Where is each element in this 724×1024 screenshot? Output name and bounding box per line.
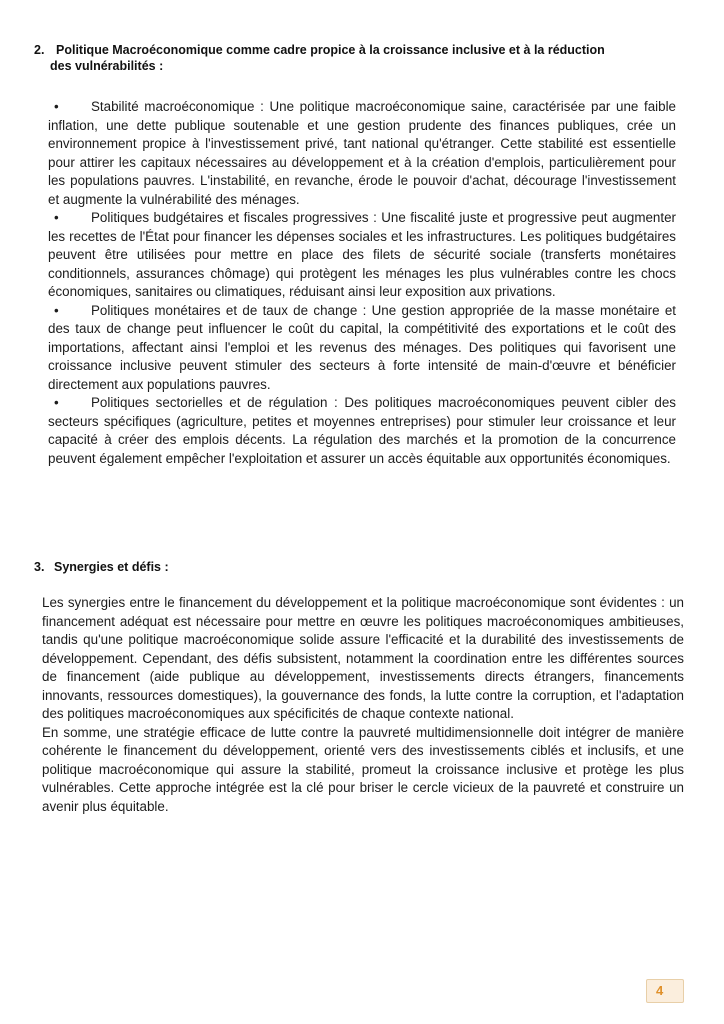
section-3-body <box>42 594 684 816</box>
section-2-heading <box>34 42 674 74</box>
bullet-item <box>48 394 676 468</box>
paragraph: Les synergies entre le financement du développement et la politique macroéconomique sont évidentes : un financement adéquat est nécessaire pour mettre en œuvre les politiques macroéconomiques ambitieuses, tandis qu'une politique macroéconomique solide assure l'efficacité et la durabilité des investissements de développement. Cependant, des défis subsistent, notamment la coordination entre les différentes sources de financement (aide publique au développement, investissements directs étrangers, financements innovants, ressources domestiques), la gouvernance des fonds, la lutte contre la corruption, et l'adaptation des politiques macroéconomiques aux spécificités de chaque contexte national. <box>42 595 684 721</box>
bullet-text: Politiques sectorielles et de régulation : Des politiques macroéconomiques peuvent cibler des secteurs spécifiques (agriculture, petites et moyennes entreprises) pour stimuler leur croissance et leur capacité à créer des emplois décents. La régulation des marchés et la promotion de la concurrence peuvent également empêcher l'exploitation et assurer un accès équitable aux opportunités économiques. <box>48 395 676 466</box>
page-number-badge: 4 <box>646 979 684 1003</box>
paragraph: En somme, une stratégie efficace de lutte contre la pauvreté multidimensionnelle doit intégrer de manière cohérente le financement du développement, orienté vers des investissements ciblés et inclusifs, et une politique macroéconomique qui assure la stabilité, promeut la croissance inclusive et protège les plus vulnérables. Cette approche intégrée est la clé pour briser le cercle vicieux de la pauvreté et construire un avenir plus équitable. <box>42 724 684 814</box>
section-3-heading <box>34 559 169 575</box>
bullet-text: Politiques budgétaires et fiscales progressives : Une fiscalité juste et progressive peut augmenter les recettes de l'État pour financer les dépenses sociales et les infrastructures. Les politiques budgétaires peuvent être utilisées pour mettre en place des filets de sécurité sociale (transferts monétaires conditionnels, assurances chômage) qui protègent les ménages les plus vulnérables contre les chocs économiques, sanitaires ou climatiques, réduisant ainsi leur exposition aux privations. <box>48 210 676 299</box>
bullet-text: Stabilité macroéconomique : Une politique macroéconomique saine, caractérisée par une faible inflation, une dette publique soutenable et une gestion prudente des finances publiques, crée un environnement propice à l'investissement privé, tant national qu'étranger. Cette stabilité est essentielle pour attirer les capitaux nécessaires au développement et à la création d'emplois, particulièrement pour les populations pauvres. L'instabilité, en revanche, érode le pouvoir d'achat, décourage l'investissement et augmente la vulnérabilité des ménages. <box>48 99 676 207</box>
bullet-icon: • <box>54 395 59 410</box>
bullet-icon: • <box>54 99 59 114</box>
bullet-item <box>48 98 676 209</box>
section-2-title-line2: des vulnérabilités : <box>50 59 164 73</box>
section-2-title-line1: Politique Macroéconomique comme cadre propice à la croissance inclusive et à la réduction <box>56 43 605 57</box>
section-3-number: 3. <box>34 560 45 574</box>
section-2-number: 2. <box>34 43 45 57</box>
bullet-text: Politiques monétaires et de taux de change : Une gestion appropriée de la masse monétaire et des taux de change peut influencer le coût du capital, la compétitivité des exportations et le coût des importations, affectant ainsi l'emploi et les revenus des ménages. Des politiques qui favorisent une croissance inclusive peuvent stimuler des secteurs à forte intensité de main-d'œuvre et bénéficier directement aux populations pauvres. <box>48 302 676 392</box>
bullet-item <box>48 209 676 302</box>
section-2-body <box>48 98 676 468</box>
bullet-icon: • <box>54 210 59 225</box>
section-3-title: Synergies et défis : <box>54 560 169 574</box>
bullet-icon: • <box>54 302 59 318</box>
bullet-item <box>48 302 676 395</box>
